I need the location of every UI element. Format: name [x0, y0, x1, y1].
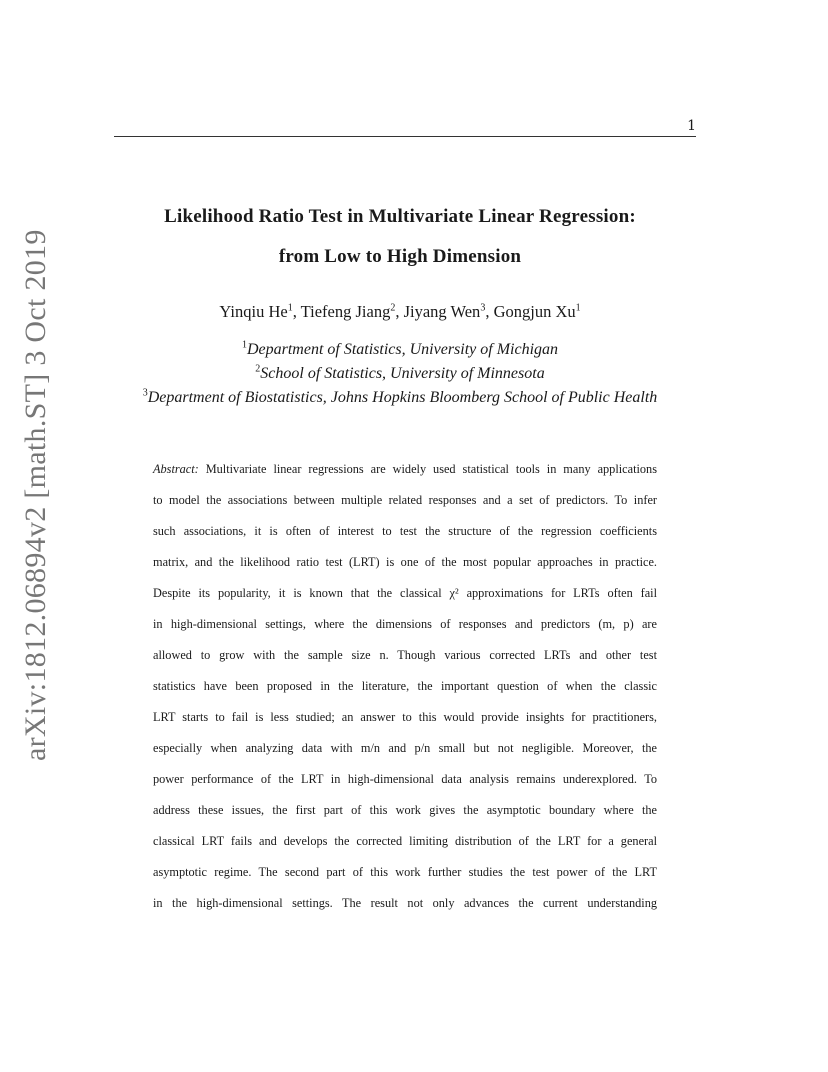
header-rule: [114, 136, 696, 137]
page-number: 1: [687, 118, 696, 134]
abstract-line: Despite its popularity, it is known that the classical χ² approximations for LRTs often fail: [153, 586, 657, 600]
affiliation: $^2$School of Statistics, University of Minnesota: [255, 363, 545, 382]
abstract-line: such associations, it is often of interest to test the structure of the regression coefficients: [153, 524, 657, 538]
author-list: [110, 302, 690, 322]
abstract-line: especially when analyzing data with m/n and p/n small but not negligible. Moreover, the: [153, 741, 657, 755]
paper-title-line-2: from Low to High Dimension: [278, 246, 522, 267]
abstract-line: asymptotic regime. The second part of this work further studies the test power of the LRT: [153, 865, 657, 879]
author: Tiefeng Jiang$^2$,: [300, 302, 404, 321]
paper-title-line-1: Likelihood Ratio Test in Multivariate Linear Regression:: [164, 206, 636, 227]
abstract-line: Abstract: Multivariate linear regressions are widely used statistical tools in many applications: [153, 462, 657, 476]
abstract-line: LRT starts to fail is less studied; an answer to this would provide insights for practitioners,: [153, 710, 657, 724]
abstract-label: Abstract:: [153, 462, 199, 476]
author: Gongjun Xu$^1$: [493, 302, 581, 321]
abstract-line: to model the associations between multiple related responses and a set of predictors. To infer: [153, 493, 657, 507]
abstract-line: allowed to grow with the sample size n. Though various corrected LRTs and other test: [153, 648, 657, 662]
abstract-line: matrix, and the likelihood ratio test (LRT) is one of the most popular approaches in practice.: [153, 555, 657, 569]
abstract-line: statistics have been proposed in the literature, the important question of when the classic: [153, 679, 657, 693]
author: Jiyang Wen$^3$,: [403, 302, 494, 321]
abstract-line: power performance of the LRT in high-dimensional data analysis remains underexplored. To: [153, 772, 657, 786]
abstract-line: in the high-dimensional settings. The result not only advances the current understanding: [153, 896, 657, 910]
abstract: [153, 460, 657, 925]
abstract-line: in high-dimensional settings, where the dimensions of responses and predictors (m, p) are: [153, 617, 657, 631]
arxiv-side-stamp: arXiv:1812.06894v2 [math.ST] 3 Oct 2019: [19, 229, 52, 761]
affiliation: $^1$Department of Statistics, University of Michigan: [241, 339, 559, 358]
affiliation: $^3$Department of Biostatistics, Johns Hopkins Bloomberg School of Public Health: [142, 387, 658, 406]
author: Yinqiu He$^1$,: [219, 302, 301, 321]
abstract-line: address these issues, the first part of this work gives the asymptotic boundary where the: [153, 803, 657, 817]
abstract-line: classical LRT fails and develops the corrected limiting distribution of the LRT for a general: [153, 834, 657, 848]
